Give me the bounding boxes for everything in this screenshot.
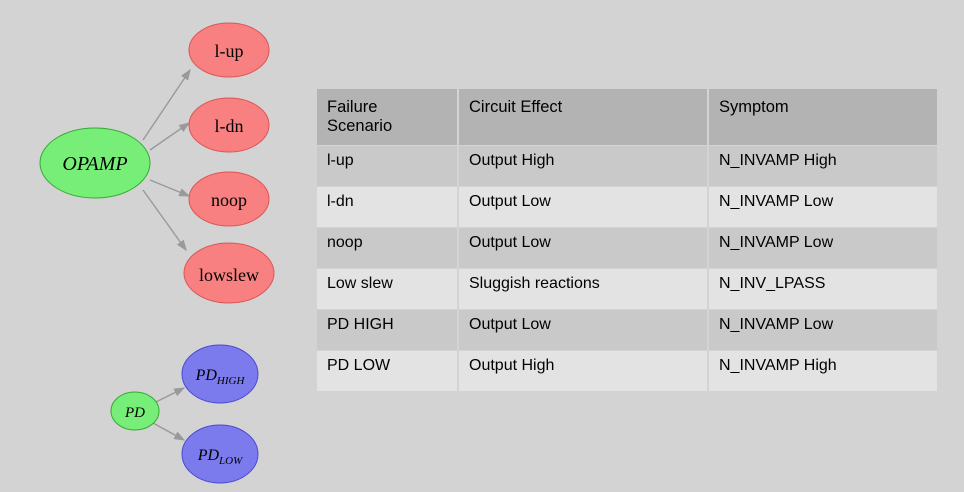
fault-graph (0, 0, 310, 492)
node-pd-low-shape[interactable] (182, 425, 258, 483)
cell-effect: Sluggish reactions (459, 269, 707, 309)
edge-opamp-noop (150, 180, 189, 196)
edge-opamp-lowslew (143, 190, 186, 250)
table-row (317, 351, 937, 391)
node-pd-low[interactable] (182, 425, 258, 483)
table-row (317, 146, 937, 186)
cell-scenario: noop (317, 228, 457, 268)
cell-symptom: N_INVAMP Low (709, 310, 937, 350)
node-lowslew-label: lowslew (199, 265, 259, 285)
table-body (317, 146, 937, 391)
cell-effect: Output High (459, 146, 707, 186)
column-header-circuit-effect: Circuit Effect (459, 89, 707, 145)
node-pd-high-shape[interactable] (182, 345, 258, 403)
cell-symptom: N_INV_LPASS (709, 269, 937, 309)
node-lowslew[interactable] (184, 243, 274, 303)
column-header-failure-scenario: Failure Scenario (317, 89, 457, 145)
node-pd[interactable] (111, 392, 159, 430)
cell-scenario: Low slew (317, 269, 457, 309)
table-header-row (317, 89, 937, 145)
cell-effect: Output High (459, 351, 707, 391)
cell-scenario: l-dn (317, 187, 457, 227)
node-l-up-label: l-up (214, 41, 244, 61)
cell-scenario: PD HIGH (317, 310, 457, 350)
node-pd-label: PD (125, 405, 145, 421)
cell-effect: Output Low (459, 187, 707, 227)
node-noop[interactable] (189, 172, 269, 226)
table-header (317, 89, 937, 145)
edge-opamp-lup (143, 70, 190, 140)
node-l-dn[interactable] (189, 98, 269, 152)
cell-symptom: N_INVAMP Low (709, 228, 937, 268)
cell-symptom: N_INVAMP Low (709, 187, 937, 227)
graph-edges (143, 70, 190, 440)
failure-effects-table (315, 88, 939, 392)
cell-effect: Output Low (459, 310, 707, 350)
node-l-dn-label: l-dn (214, 116, 244, 136)
edge-opamp-ldn (150, 123, 189, 150)
table-row (317, 187, 937, 227)
cell-symptom: N_INVAMP High (709, 146, 937, 186)
edge-pd-pdlow (153, 423, 184, 440)
table-row (317, 228, 937, 268)
cell-scenario: PD LOW (317, 351, 457, 391)
edge-pd-pdhigh (156, 388, 184, 402)
cell-symptom: N_INVAMP High (709, 351, 937, 391)
fault-graph-svg (0, 0, 310, 492)
column-header-symptom: Symptom (709, 89, 937, 145)
node-pd-high[interactable] (182, 345, 258, 403)
table-row (317, 310, 937, 350)
node-pd-low-label: $PD_{LOW}$ (197, 447, 243, 467)
node-opamp-label: OPAMP (62, 153, 128, 175)
node-noop-label: noop (211, 190, 247, 210)
table-row (317, 269, 937, 309)
node-l-up[interactable] (189, 23, 269, 77)
node-opamp[interactable] (40, 128, 150, 198)
cell-scenario: l-up (317, 146, 457, 186)
cell-effect: Output Low (459, 228, 707, 268)
node-pd-high-label: $PD_{HIGH}$ (195, 367, 245, 387)
